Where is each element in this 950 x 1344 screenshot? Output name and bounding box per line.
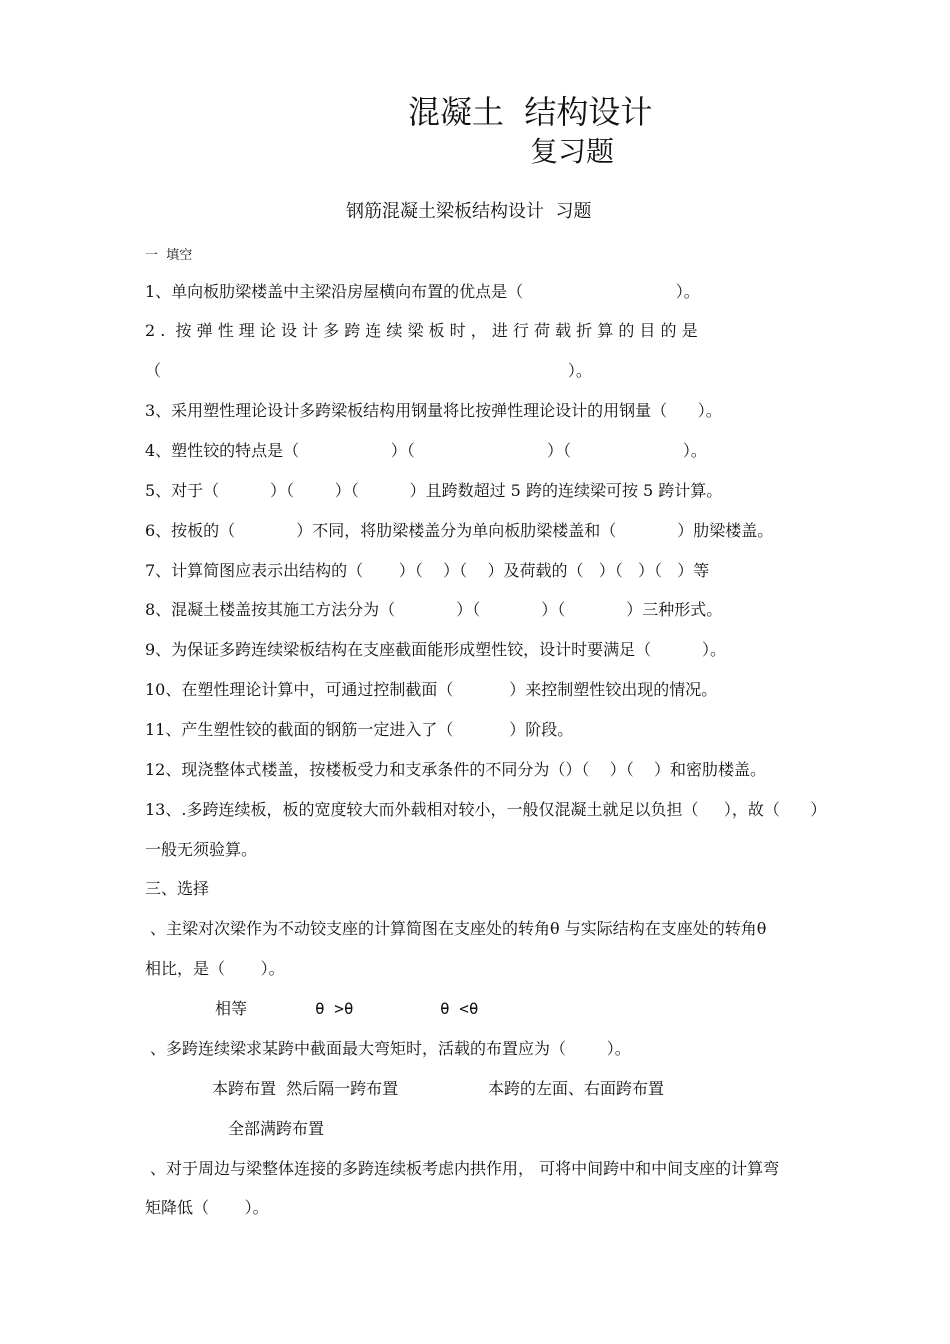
question-8: 8、混凝土楼盖按其施工方法分为（ ）（ ）（ ）三种形式。 [145, 600, 723, 619]
question-4: 4、塑性铰的特点是（ ）（ ）（ ）。 [145, 441, 707, 460]
question-7: 7、计算简图应表示出结构的（ ）（ ）（ ）及荷载的（ ）（ ）（ ）等 [145, 561, 710, 580]
question-13-line-2: 一般无须验算。 [145, 840, 258, 859]
question-9: 9、为保证多跨连续梁板结构在支座截面能形成塑性铰，设计时要满足（ ）。 [145, 640, 727, 659]
part1-heading: 一 填空 [145, 248, 193, 263]
choice-3-line-1: 、对于周边与梁整体连接的多跨连续板考虑内拱作用， 可将中间跨中和中间支座的计算弯 [150, 1159, 780, 1178]
choice-2-option-3: 全部满跨布置 [228, 1119, 325, 1138]
choice-1-option-1: 相等 [215, 999, 248, 1018]
choice-1-option-2: θ >θ [315, 999, 354, 1018]
question-12: 12、现浇整体式楼盖，按楼板受力和支承条件的不同分为（）（ ）（ ）和密肋楼盖。 [145, 760, 767, 779]
question-6: 6、按板的（ ）不同，将肋梁楼盖分为单向板肋梁楼盖和（ ）肋梁楼盖。 [145, 521, 774, 540]
document-subtitle: 复习题 [530, 135, 615, 168]
choice-2-option-1: 本跨布置 然后隔一跨布置 [212, 1079, 399, 1098]
question-11: 11、产生塑性铰的截面的钢筋一定进入了（ ）阶段。 [145, 720, 574, 739]
choice-1-line-1: 、主梁对次梁作为不动铰支座的计算简图在支座处的转角θ 与实际结构在支座处的转角θ [150, 919, 767, 938]
part3-heading: 三、选择 [145, 879, 210, 898]
choice-1-line-2: 相比，是（ ）。 [145, 959, 285, 978]
question-5: 5、对于（ ）（ ）（ ）且跨数超过 5 跨的连续梁可按 5 跨计算。 [145, 481, 723, 500]
question-2-line-2: （ ）。 [145, 361, 592, 380]
question-2-line-1: 2 . 按 弹 性 理 论 设 计 多 跨 连 续 梁 板 时 ， 进 行 荷 载 折 算 的 目 的 是 [145, 321, 698, 340]
question-3: 3、采用塑性理论设计多跨梁板结构用钢量将比按弹性理论设计的用钢量（ ）。 [145, 401, 722, 420]
question-13-line-1: 13、.多跨连续板，板的宽度较大而外载相对较小，一般仅混凝土就足以负担（ ），故（ ） [145, 800, 827, 819]
choice-3-line-2: 矩降低（ ）。 [145, 1198, 269, 1217]
choice-2-option-2: 本跨的左面、右面跨布置 [488, 1079, 665, 1098]
question-10: 10、在塑性理论计算中，可通过控制截面（ ）来控制塑性铰出现的情况。 [145, 680, 718, 699]
question-1: 1、单向板肋梁楼盖中主梁沿房屋横向布置的优点是（ ）。 [145, 282, 700, 301]
document-title: 混凝土 结构设计 [408, 93, 653, 131]
section-heading: 钢筋混凝土梁板结构设计 习题 [346, 201, 592, 222]
choice-1-option-3: θ <θ [440, 999, 479, 1018]
choice-2: 、多跨连续梁求某跨中截面最大弯矩时，活载的布置应为（ ）。 [150, 1039, 631, 1058]
